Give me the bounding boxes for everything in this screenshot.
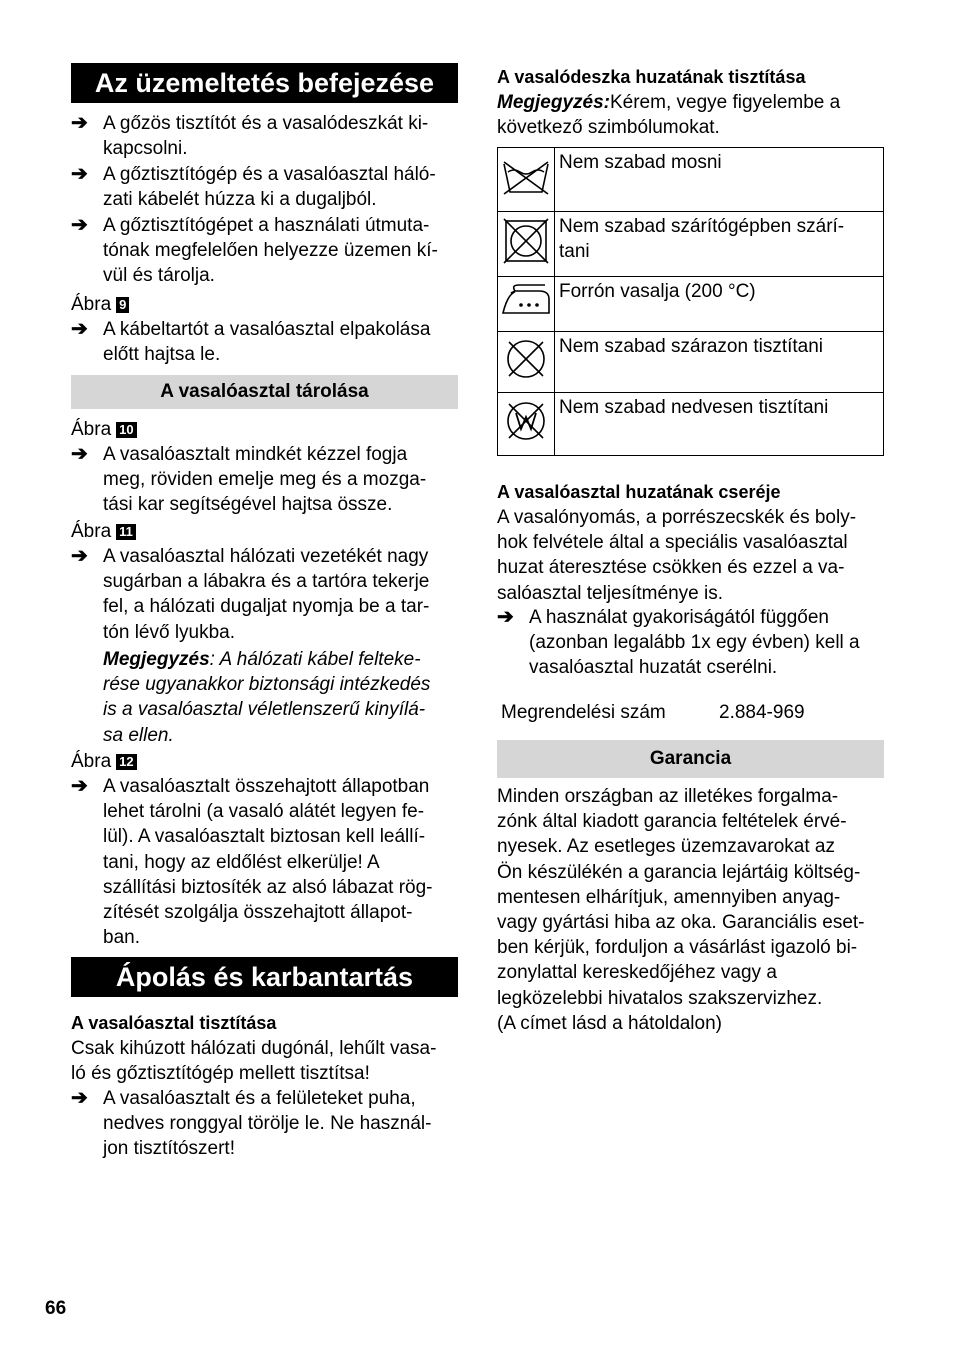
note-text: Kérem, vegye figyelembe a következő szimbólumokat. xyxy=(497,92,841,139)
list-item-text: A vasalóasztalt mindkét kézzel fogja meg, röviden emelje meg és a mozga- tási kar segítségével hajtsa össze. xyxy=(103,444,427,516)
no-dry-clean-icon xyxy=(501,334,551,384)
note-label: Megjegyzés xyxy=(103,649,210,670)
figure-reference: Ábra 9 xyxy=(71,292,458,317)
list-item xyxy=(71,1086,458,1162)
subsection-heading-storage: A vasalóasztal tárolása xyxy=(71,375,458,409)
no-tumble-dry-icon xyxy=(500,215,552,267)
symbol-text: Nem szabad szárazon tisztítani xyxy=(555,332,884,393)
subheading-table-cleaning: A vasalóasztal tisztítása xyxy=(71,1013,277,1033)
arrow-icon: ➔ xyxy=(71,318,88,340)
symbol-cell xyxy=(498,212,555,277)
figure-reference: Ábra 12 xyxy=(71,749,458,774)
symbol-cell xyxy=(498,148,555,212)
list-item-text: A kábeltartót a vasalóasztal elpakolása előtt hajtsa le. xyxy=(103,319,431,366)
no-wet-clean-icon xyxy=(501,396,551,446)
symbol-cell xyxy=(498,332,555,393)
table-row xyxy=(498,212,884,277)
figure-number-badge: 9 xyxy=(116,297,129,313)
figure-number-badge: 11 xyxy=(116,524,136,540)
iron-hot-icon xyxy=(499,281,553,321)
symbol-text: Forrón vasalja (200 °C) xyxy=(555,277,884,332)
section-heading-end-operation: Az üzemeltetés befejezése xyxy=(71,63,458,103)
figure-number-badge: 10 xyxy=(116,422,136,438)
arrow-icon: ➔ xyxy=(497,606,514,628)
note-label: Megjegyzés: xyxy=(497,92,610,113)
order-number-value: 2.884-969 xyxy=(719,702,805,723)
subsection-heading-warranty: Garancia xyxy=(497,740,884,778)
list-item xyxy=(71,774,458,950)
figure-reference: Ábra 11 xyxy=(71,519,458,544)
list-item-text: A gőzös tisztítót és a vasalódeszkát ki- kapcsolni. xyxy=(103,113,429,160)
list-item xyxy=(71,544,458,645)
subheading-cover-cleaning: A vasalódeszka huzatának tisztítása xyxy=(497,67,806,87)
figure-reference: Ábra 10 xyxy=(71,417,458,442)
list-item xyxy=(71,442,458,518)
list-item-text: A vasalóasztalt és a felületeket puha, nedves ronggyal törölje le. Ne használ- jon tisztítószert! xyxy=(103,1088,432,1160)
arrow-icon: ➔ xyxy=(71,443,88,465)
no-wash-icon xyxy=(500,154,552,198)
symbol-text: Nem szabad nedvesen tisztítani xyxy=(555,393,884,456)
symbol-text: Nem szabad mosni xyxy=(555,148,884,212)
care-symbols-table xyxy=(497,147,884,456)
list-item xyxy=(497,605,884,681)
arrow-icon: ➔ xyxy=(71,775,88,797)
list-item xyxy=(71,213,458,289)
section-heading-care: Ápolás és karbantartás xyxy=(71,957,458,997)
list-item-text: A vasalóasztalt összehajtott állapotban lehet tárolni (a vasaló alátét legyen fe- lül). A vasalóasztalt biztosan kell leállí- tani, hogy az eldőlést elkerülje! A szállítási biztosíték az alsó lábazat rög- zítését szolgálja összehajtott állapot- ban. xyxy=(103,776,433,949)
subheading-cover-replacement: A vasalóasztal huzatának cseréje xyxy=(497,482,781,502)
arrow-icon: ➔ xyxy=(71,163,88,185)
list-item-text: A használat gyakoriságától függően (azonban legalább 1x egy évben) kell a vasalóasztal huzatát cserélni. xyxy=(529,607,860,679)
list-item-text: A gőztisztítógép és a vasalóasztal háló- zati kábelét húzza ki a dugaljból. xyxy=(103,164,436,211)
list-item-text: A vasalóasztal hálózati vezetékét nagy sugárban a lábakra és a tartóra tekerje fel, a hálózati dugaljat nyomja be a tar- tón lévő lyukba. xyxy=(103,546,430,643)
arrow-icon: ➔ xyxy=(71,545,88,567)
warranty-text: Minden országban az illetékes forgalma- zónk által kiadott garancia feltételek érvé- nyesek. Az esetleges üzemzavarokat az Ön készülékén a garancia lejártáig költség- mentesen elhárítjuk, amennyiben anyag- vagy gyártási hiba az oka. Garanciális eset- ben kérjük, forduljon a vásárlást igazoló bi- zonylattal kereskedőjéhez vagy a legközelebbi hivatalos szakszervizhez. (A címet lásd a hátoldalon) xyxy=(497,786,865,1034)
arrow-icon: ➔ xyxy=(71,214,88,236)
list-item-text: A gőztisztítógépet a használati útmuta- tónak megfelelően helyezze üzemen kí- vül és tárolja. xyxy=(103,215,438,287)
note-text: : A hálózati kábel felteke- rése ugyanakkor biztonsági intézkedés is a vasalóasztal véletlenszerű kinyílá- sa ellen. xyxy=(103,649,431,746)
list-item xyxy=(71,111,458,161)
cover-note xyxy=(497,90,884,140)
arrow-icon: ➔ xyxy=(71,1087,88,1109)
page-number: 66 xyxy=(45,1298,67,1319)
replacement-text: A vasalónyomás, a porrészecskék és boly- hok felvétele által a speciális vasalóasztal huzat áteresztése csökken és ezzel a va- salóasztal teljesítménye is. xyxy=(497,507,857,604)
table-row xyxy=(498,393,884,456)
arrow-icon: ➔ xyxy=(71,112,88,134)
symbol-text: Nem szabad szárítógépben szárí- tani xyxy=(555,212,884,277)
list-item xyxy=(71,317,458,367)
order-number-label: Megrendelési szám xyxy=(501,702,666,723)
symbol-cell xyxy=(498,277,555,332)
table-row xyxy=(498,332,884,393)
figure-number-badge: 12 xyxy=(116,754,136,770)
list-item xyxy=(71,162,458,212)
symbol-cell xyxy=(498,393,555,456)
table-row xyxy=(498,277,884,332)
cleaning-text: Csak kihúzott hálózati dugónál, lehűlt vasa- ló és gőztisztítógép mellett tisztítsa! xyxy=(71,1038,437,1085)
storage-note xyxy=(71,647,458,748)
table-row xyxy=(498,148,884,212)
